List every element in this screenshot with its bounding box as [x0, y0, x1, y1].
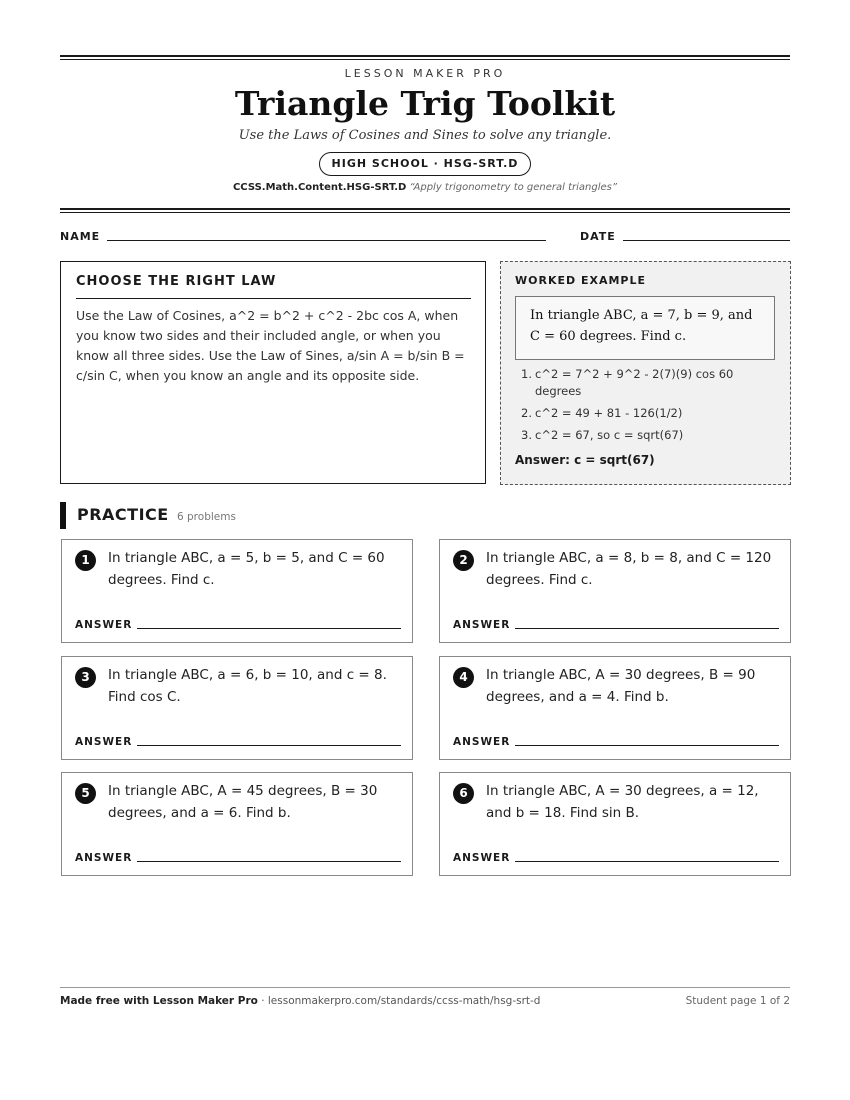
- footer-rule: [60, 987, 790, 988]
- answer-label: ANSWER: [75, 852, 133, 864]
- worked-example-steps: [515, 366, 755, 449]
- answer-field[interactable]: [515, 745, 779, 746]
- choose-law-heading: CHOOSE THE RIGHT LAW: [76, 274, 277, 289]
- footer-url[interactable]: · lessonmakerpro.com/standards/ccss-math/hsg-srt-d: [257, 995, 541, 1007]
- header-top-rule: [60, 55, 790, 60]
- problem-card-6: [439, 772, 791, 876]
- problem-text: In triangle ABC, a = 8, b = 8, and C = 120 degrees. Find c.: [486, 550, 772, 588]
- practice-accent-bar: [60, 502, 66, 529]
- name-field[interactable]: [107, 240, 546, 241]
- name-label: NAME: [60, 230, 101, 243]
- problem-text: In triangle ABC, A = 45 degrees, B = 30 degrees, and a = 6. Find b.: [108, 783, 378, 821]
- problem-text: In triangle ABC, A = 30 degrees, a = 12, and b = 18. Find sin B.: [486, 783, 759, 821]
- worked-example-step: 1. c^2 = 7^2 + 9^2 - 2(7)(9) cos 60 degrees: [521, 367, 734, 398]
- worked-example-step: 2. c^2 = 49 + 81 - 126(1/2): [521, 406, 683, 420]
- worked-example-problem: In triangle ABC, a = 7, b = 9, and C = 60 degrees. Find c.: [515, 296, 775, 360]
- problem-text: In triangle ABC, a = 6, b = 10, and c = 8. Find cos C.: [108, 667, 387, 705]
- problem-text: In triangle ABC, A = 30 degrees, B = 90 degrees, and a = 4. Find b.: [486, 667, 756, 705]
- brand-name: LESSON MAKER PRO: [344, 67, 506, 80]
- footer-page-number: Student page 1 of 2: [685, 995, 790, 1007]
- level-badge: HIGH SCHOOL · HSG-SRT.D: [319, 152, 531, 176]
- problem-number-badge: 4: [453, 667, 474, 688]
- answer-label: ANSWER: [453, 852, 511, 864]
- header-bottom-rule: [60, 208, 790, 213]
- heading-underline: [76, 298, 471, 299]
- problem-card-4: [439, 656, 791, 760]
- choose-law-body: Use the Law of Cosines, a^2 = b^2 + c^2 - 2bc cos A, when you know two sides and their included angle, or when you know all three sides. Use the Law of Sines, a/sin A = b/sin B = c/sin C, when you know an angle and its opposite side.: [76, 308, 465, 383]
- page-title: Triangle Trig Toolkit: [234, 84, 616, 123]
- problem-number-badge: 5: [75, 783, 96, 804]
- answer-field[interactable]: [515, 628, 779, 629]
- problem-number-badge: 2: [453, 550, 474, 571]
- problem-number-badge: 3: [75, 667, 96, 688]
- answer-field[interactable]: [137, 628, 401, 629]
- footer-credit: [60, 995, 540, 1007]
- practice-count: 6 problems: [177, 511, 236, 523]
- worked-example-step: 3. c^2 = 67, so c = sqrt(67): [521, 428, 684, 442]
- problem-card-5: [61, 772, 413, 876]
- answer-label: ANSWER: [453, 736, 511, 748]
- problem-card-3: [61, 656, 413, 760]
- date-label: DATE: [580, 230, 616, 243]
- answer-label: ANSWER: [75, 619, 133, 631]
- standard-line: [0, 182, 850, 193]
- standard-description: “Apply trigonometry to general triangles”: [409, 182, 618, 193]
- choose-law-box: [60, 261, 486, 484]
- answer-field[interactable]: [137, 745, 401, 746]
- standard-code: CCSS.Math.Content.HSG-SRT.D: [232, 182, 407, 193]
- answer-field[interactable]: [515, 861, 779, 862]
- problem-text: In triangle ABC, a = 5, b = 5, and C = 60 degrees. Find c.: [108, 550, 385, 588]
- practice-heading: PRACTICE: [77, 505, 169, 524]
- problem-number-badge: 1: [75, 550, 96, 571]
- problem-card-2: [439, 539, 791, 643]
- date-field[interactable]: [623, 240, 790, 241]
- worked-example-box: [500, 261, 791, 485]
- worked-example-heading: WORKED EXAMPLE: [515, 274, 646, 287]
- problem-card-1: [61, 539, 413, 643]
- answer-label: ANSWER: [453, 619, 511, 631]
- problem-number-badge: 6: [453, 783, 474, 804]
- footer-made-with: Made free with Lesson Maker Pro: [60, 995, 258, 1007]
- worked-example-answer: Answer: c = sqrt(67): [515, 453, 655, 467]
- answer-label: ANSWER: [75, 736, 133, 748]
- answer-field[interactable]: [137, 861, 401, 862]
- page-subtitle: Use the Laws of Cosines and Sines to solve any triangle.: [238, 128, 612, 143]
